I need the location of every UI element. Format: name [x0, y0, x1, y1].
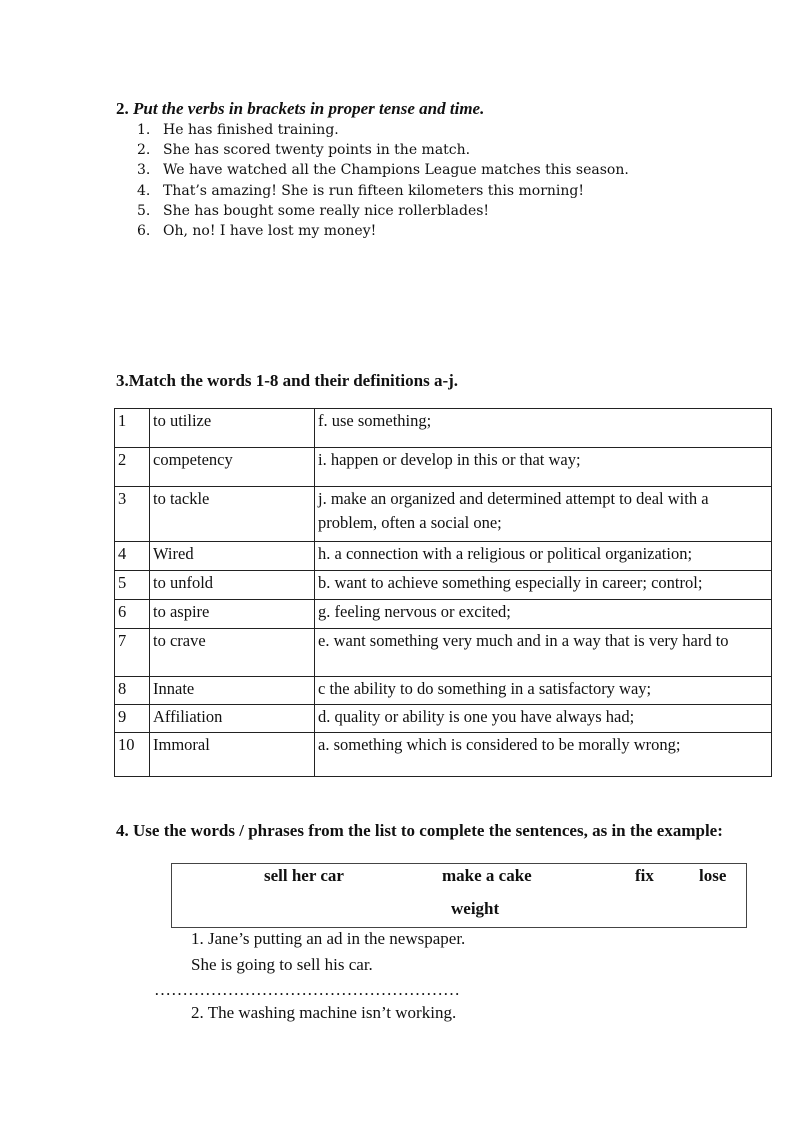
item-1-prompt: 1. Jane’s putting an ad in the newspaper.	[191, 929, 466, 948]
word-list-box	[171, 863, 747, 928]
answer-dotted-line: ………………………………………………	[154, 980, 460, 999]
section-4-heading: 4. Use the words / phrases from the list to complete the sentences, as in the example:	[116, 821, 723, 840]
table-row: 4 Wired h. a connection with a religious or political organization;	[115, 542, 772, 571]
table-row: 7 to crave e. want something very much and in a way that is very hard to	[115, 629, 772, 677]
list-item: 1. He has finished training.	[137, 122, 339, 138]
table-row: 8 Innate c the ability to do something in a satisfactory way;	[115, 677, 772, 705]
list-item: 6. Oh, no! I have lost my money!	[137, 222, 377, 239]
table-row: 9 Affiliation d. quality or ability is one you have always had;	[115, 705, 772, 733]
table-row: 1 to utilize f. use something;	[115, 409, 772, 448]
section-3-heading: 3.Match the words 1-8 and their definitions a-j.	[116, 371, 459, 390]
table-row: 3 to tackle j. make an organized and determined attempt to deal with a problem, often a social one;	[115, 487, 772, 542]
list-item: 4. That’s amazing! She is run fifteen kilometers this morning!	[137, 182, 585, 199]
word-option: make a cake	[442, 866, 532, 885]
table-row: 5 to unfold b. want to achieve something especially in career; control;	[115, 571, 772, 600]
list-item: 2. She has scored twenty points in the match.	[137, 142, 471, 159]
table-row: 10 Immoral a. something which is considered to be morally wrong;	[115, 733, 772, 777]
word-option: weight	[451, 899, 500, 918]
word-option: sell her car	[264, 866, 344, 885]
item-2-prompt: 2. The washing machine isn’t working.	[191, 1003, 457, 1022]
list-item: 5. She has bought some really nice rollerblades!	[137, 202, 490, 219]
word-option: fix	[635, 866, 654, 885]
list-item: 3. We have watched all the Champions League matches this season.	[137, 162, 629, 179]
section-2-list	[137, 120, 629, 241]
section-2-number: 2.	[116, 99, 129, 118]
table-row: 6 to aspire g. feeling nervous or excited;	[115, 600, 772, 629]
table-row: 2 competency i. happen or develop in this or that way;	[115, 448, 772, 487]
section-2-title: Put the verbs in brackets in proper tense and time.	[133, 99, 485, 118]
word-option: lose	[699, 866, 727, 885]
item-1-answer: She is going to sell his car.	[191, 955, 373, 974]
section-2-heading	[116, 99, 484, 119]
matching-table	[114, 408, 772, 777]
